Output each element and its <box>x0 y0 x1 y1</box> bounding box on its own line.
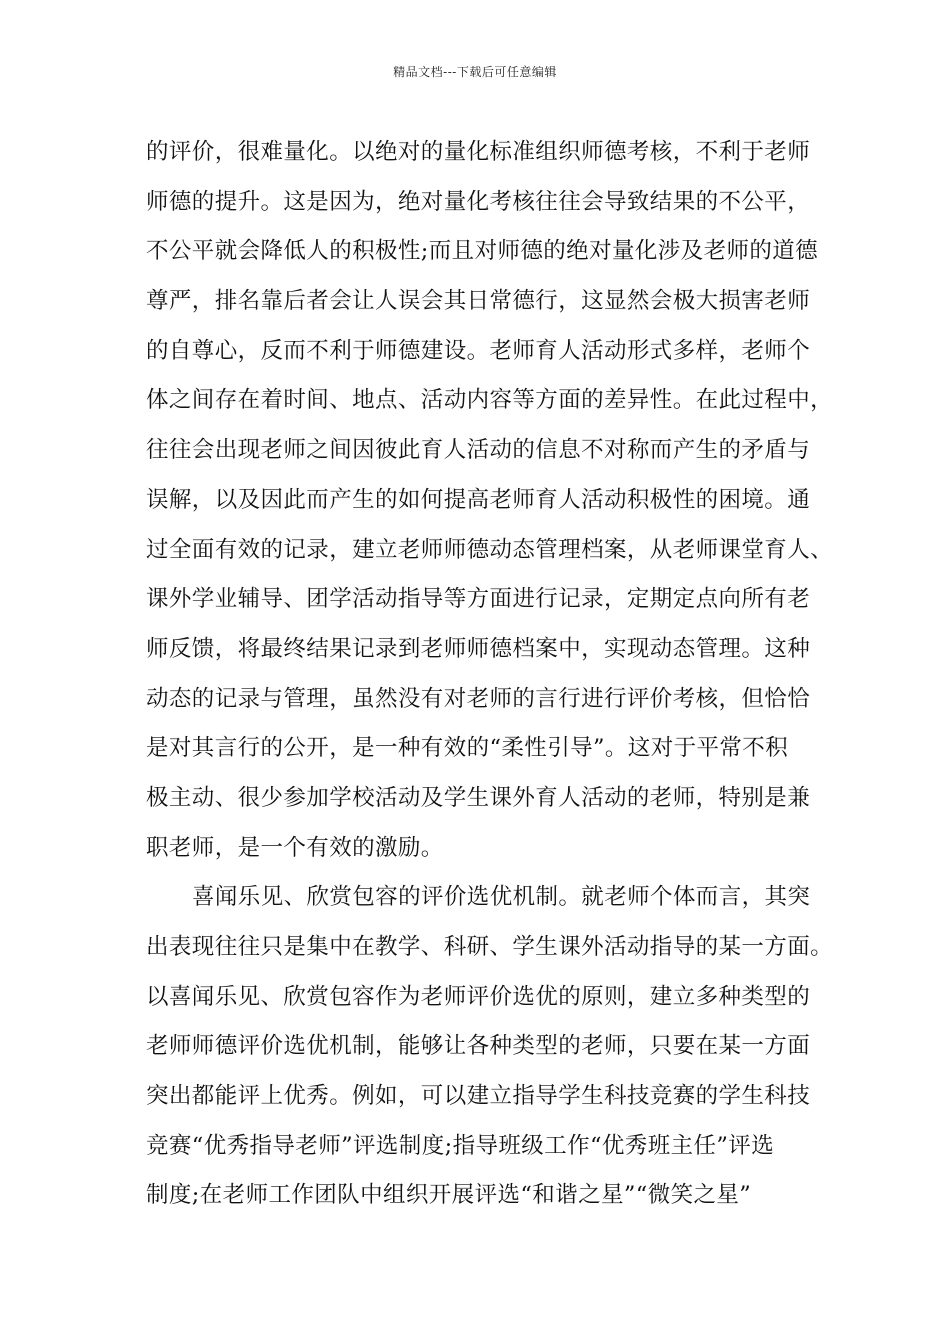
text-line: 极主动、很少参加学校活动及学生课外育人活动的老师，特别是兼 <box>146 784 811 811</box>
text-line: 以喜闻乐见、欣赏包容作为老师评价选优的原则，建立多种类型的 <box>146 983 811 1010</box>
text-line: 往往会出现老师之间因彼此育人活动的信息不对称而产生的矛盾与 <box>146 437 811 464</box>
text-line: 体之间存在着时间、地点、活动内容等方面的差异性。在此过程中， <box>146 387 834 414</box>
text-line: 不公平就会降低人的积极性;而且对师德的绝对量化涉及老师的道德 <box>146 238 819 265</box>
paragraph-2 <box>146 873 834 1221</box>
text-line: 过全面有效的记录，建立老师师德动态管理档案，从老师课堂育人、 <box>146 536 834 563</box>
text-line: 是对其言行的公开，是一种有效的“柔性引导”。这对于平常不积 <box>146 735 789 762</box>
text-line: 老师师德评价选优机制，能够让各种类型的老师，只要在某一方面 <box>146 1033 811 1060</box>
text-line: 的自尊心，反而不利于师德建设。老师育人活动形式多样，老师个 <box>146 337 811 364</box>
text-line: 制度;在老师工作团队中组织开展评选“和谐之星”“微笑之星” <box>146 1182 752 1209</box>
text-line: 喜闻乐见、欣赏包容的评价选优机制。就老师个体而言，其突 <box>192 884 811 911</box>
text-line: 职老师，是一个有效的激励。 <box>146 834 444 861</box>
text-line: 课外学业辅导、团学活动指导等方面进行记录，定期定点向所有老 <box>146 586 811 613</box>
text-line: 误解，以及因此而产生的如何提高老师育人活动积极性的困境。通 <box>146 486 811 513</box>
text-line: 的评价，很难量化。以绝对的量化标准组织师德考核，不利于老师 <box>146 139 811 165</box>
text-line: 突出都能评上优秀。例如，可以建立指导学生科技竞赛的学生科技 <box>146 1083 811 1110</box>
text-line: 出表现往往只是集中在教学、科研、学生课外活动指导的某一方面。 <box>146 934 834 960</box>
text-line: 尊严，排名靠后者会让人误会其日常德行，这显然会极大损害老师 <box>146 288 811 315</box>
text-line: 竞赛“优秀指导老师”评选制度;指导班级工作“优秀班主任”评选 <box>146 1132 775 1159</box>
text-line: 师德的提升。这是因为，绝对量化考核往往会导致结果的不公平， <box>146 188 811 215</box>
page-header: 精品文档---下载后可任意编辑 <box>393 65 557 79</box>
text-line: 师反馈，将最终结果记录到老师师德档案中，实现动态管理。这种 <box>146 635 811 662</box>
document-body <box>146 128 834 1221</box>
text-line: 动态的记录与管理，虽然没有对老师的言行进行评价考核，但恰恰 <box>146 685 811 712</box>
paragraph-1 <box>146 128 834 873</box>
